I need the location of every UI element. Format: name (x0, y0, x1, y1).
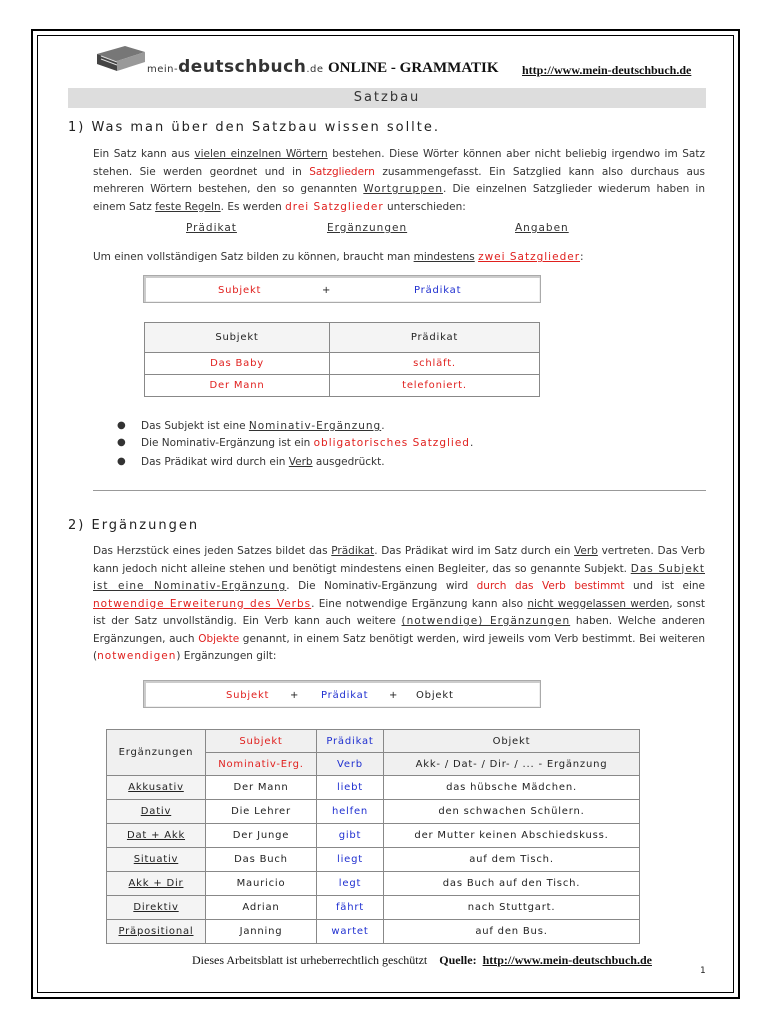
term-angaben: Angaben (515, 222, 569, 234)
table-row: Akk + Dir Mauricio legt das Buch auf den Tisch. (107, 872, 640, 896)
ergaenzungen-table: Ergänzungen Subjekt Prädikat Objekt Nominativ-Erg. Verb Akk- / Dat- / Dir- / ... - Ergänzung Akkusativ Der Mann liebt das hübsche Mädchen. Dativ Die Lehrer helfen den schwachen Schülern. Dat + Akk Der Junge gibt der Mutter keinen Abschiedskuss. Situativ Das Buch liegt auf dem Tisch. Akk + Dir Mauricio legt das Buch auf den Tisch. Direktiv Adrian fährt nach Stuttgart. Präpositional Janning wartet auf den Bus. (106, 729, 640, 944)
formula-plus: + (290, 690, 300, 701)
bullet-item: ● Die Nominativ-Ergänzung ist ein obligatorisches Satzglied. (117, 437, 474, 449)
formula-box-1 (143, 275, 541, 303)
col-subject-header: Subjekt (145, 323, 330, 353)
col-subject-header: Subjekt (206, 730, 317, 753)
formula-object: Objekt (416, 690, 454, 701)
table-row: Situativ Das Buch liegt auf dem Tisch. (107, 848, 640, 872)
table-row: Akkusativ Der Mann liebt das hübsche Mädchen. (107, 776, 640, 800)
bullet-item: ● Das Prädikat wird durch ein Verb ausgedrückt. (117, 456, 385, 468)
footer: Dieses Arbeitsblatt ist urheberrechtlich geschützt Quelle: http://www.mein-deutschbuch.de (192, 953, 652, 967)
col-ergaenzungen-header: Ergänzungen (107, 730, 206, 776)
table-row: Dativ Die Lehrer helfen den schwachen Schülern. (107, 800, 640, 824)
formula-plus: + (322, 285, 332, 296)
section1-requirement: Um einen vollständigen Satz bilden zu können, braucht man mindestens zwei Satzglieder: (93, 251, 584, 263)
example-table-1 (144, 322, 540, 397)
section2-heading: 2) Ergänzungen (68, 518, 200, 533)
formula-predicate: Prädikat (414, 285, 462, 296)
section1-heading: 1) Was man über den Satzbau wissen sollte. (68, 120, 441, 135)
formula-plus: + (389, 690, 399, 701)
section2-paragraph: Das Herzstück eines jeden Satzes bildet das Prädikat. Das Prädikat wird im Satz durch ein Verb vertreten. Das Verb kann jedoch nicht alleine stehen und benötigt mindestens einen Begleiter, das so genannte Subjekt. Das Subjekt ist eine Nominativ-Ergänzung. Die Nominativ-Ergänzung wird durch das Verb bestimmt und ist eine notwendige Erweiterung des Verbs. Eine notwendige Ergänzung kann also nicht weggelassen werden, sonst ist der Satz unvollständig. Ein Verb kann auch weitere (notwendige) Ergänzungen haben. Welche anderen Ergänzungen, auch Objekte genannt, in einem Satz benötigt werden, wird jeweils vom Verb bestimmt. Bei weiteren (notwendigen) Ergänzungen gilt: (93, 545, 706, 662)
header-title: ONLINE - GRAMMATIK (328, 60, 499, 76)
page-title: Satzbau (68, 88, 706, 108)
table-row: Direktiv Adrian fährt nach Stuttgart. (107, 896, 640, 920)
table-row: Dat + Akk Der Junge gibt der Mutter keinen Abschiedskuss. (107, 824, 640, 848)
term-ergaenzungen: Ergänzungen (327, 222, 408, 234)
col-predicate-header: Prädikat (317, 730, 384, 753)
page-number: 1 (700, 966, 706, 976)
book-logo-icon (95, 44, 147, 74)
footer-url-link[interactable]: http://www.mein-deutschbuch.de (482, 953, 652, 967)
site-logo: mein-deutschbuch.de (147, 57, 324, 77)
formula-subject: Subjekt (226, 690, 270, 701)
table-row: Der Mann telefoniert. (145, 375, 540, 397)
header-url-link[interactable]: http://www.mein-deutschbuch.de (522, 63, 692, 77)
formula-box-2 (143, 680, 541, 708)
table-row: Präpositional Janning wartet auf den Bus. (107, 920, 640, 944)
term-praedikat: Prädikat (186, 222, 237, 234)
col-predicate-header: Prädikat (330, 323, 540, 353)
table-row: Das Baby schläft. (145, 353, 540, 375)
formula-predicate: Prädikat (321, 690, 369, 701)
divider (93, 490, 706, 491)
bullet-item: ● Das Subjekt ist eine Nominativ-Ergänzung. (117, 420, 385, 432)
col-object-header: Objekt (384, 730, 640, 753)
section1-paragraph: Ein Satz kann aus vielen einzelnen Wörtern bestehen. Diese Wörter können aber nicht beliebig irgendwo im Satz stehen. Sie werden geordnet und in Satzgliedern zusammengefasst. Ein Satzglied kann also durchaus aus mehreren Wörtern bestehen, den so genannten Wortgruppen. Die einzelnen Satzglieder wiederum haben in einem Satz feste Regeln. Es werden drei Satzglieder unterschieden: (93, 148, 705, 213)
formula-subject: Subjekt (218, 285, 262, 296)
